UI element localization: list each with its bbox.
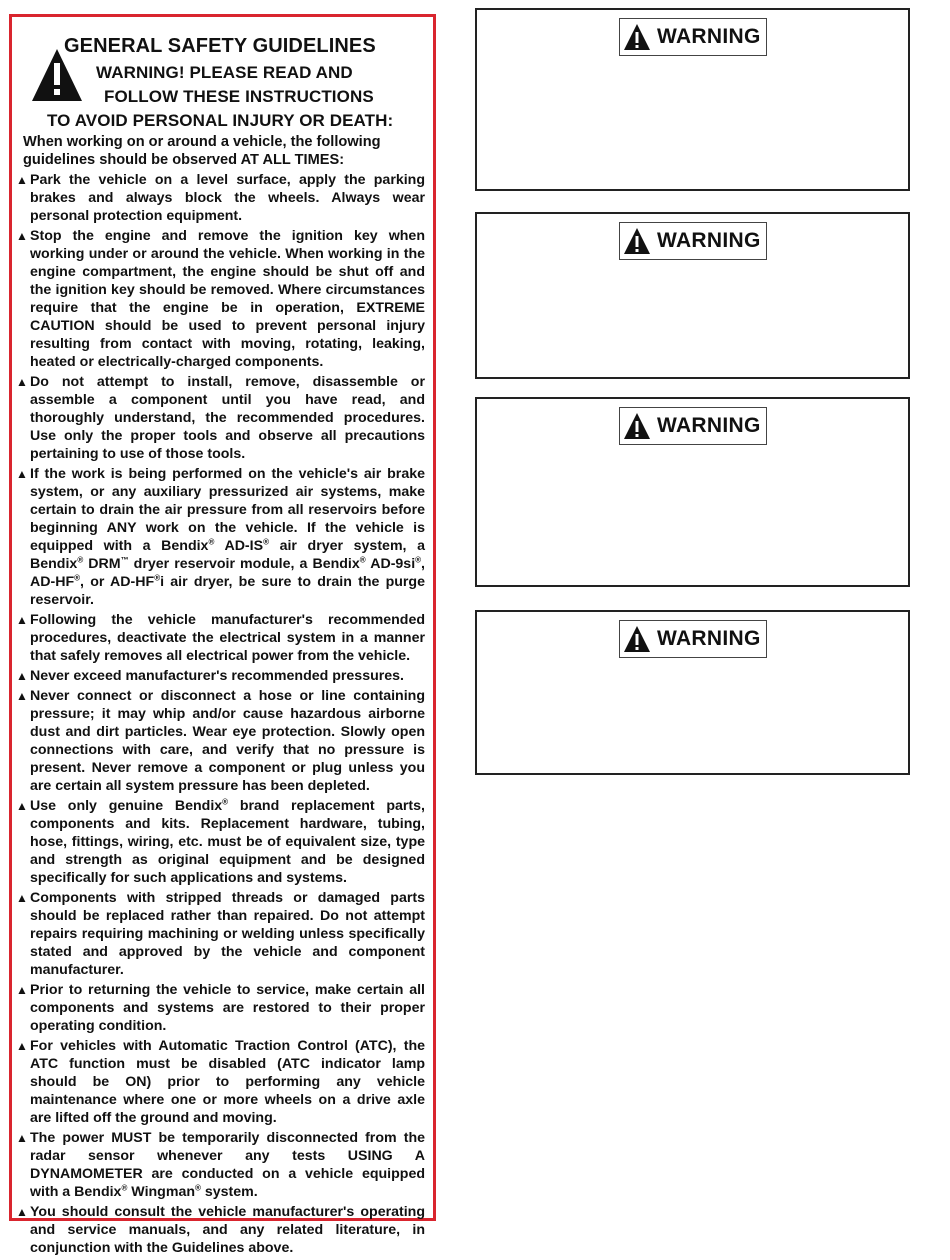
warning-triangle-icon <box>623 227 651 255</box>
guideline-item: ▲ Following the vehicle manufacturer's recommended procedures, deactivate the electrical system in a manner that safely removes all electrical power from the vehicle. <box>16 612 425 664</box>
bullet-triangle-icon: ▲ <box>16 799 28 813</box>
warning-triangle-icon <box>623 23 651 51</box>
bullet-triangle-icon: ▲ <box>16 1205 28 1219</box>
guidelines-subtitle-3: TO AVOID PERSONAL INJURY OR DEATH: <box>47 111 394 130</box>
bullet-triangle-icon: ▲ <box>16 173 28 187</box>
warning-badge <box>619 407 767 445</box>
guideline-item: ▲ Do not attempt to install, remove, disassemble or assemble a component until you have read, and thoroughly understand, the recommended procedures. Use only the proper tools and observe all precautions pertaining to use of those tools. <box>16 374 425 462</box>
guideline-item: ▲ Stop the engine and remove the ignition key when working under or around the vehicle. When working in the engine compartment, the engine should be shut off and the ignition key should be removed. Where circumstances require that the engine be in operation, EXTREME CAUTION should be used to prevent personal injury resulting from contact with moving, rotating, leaking, heated or electrically-charged components. <box>16 228 425 370</box>
bullet-triangle-icon: ▲ <box>16 1039 28 1053</box>
warning-label: WARNING <box>657 25 761 48</box>
warning-label: WARNING <box>657 229 761 252</box>
guideline-item: ▲ Never exceed manufacturer's recommended pressures. <box>16 668 405 684</box>
warning-badge <box>619 222 767 260</box>
bullet-triangle-icon: ▲ <box>16 983 28 997</box>
guidelines-intro: When working on or around a vehicle, the following guidelines should be observed AT ALL TIMES: <box>23 134 381 168</box>
bullet-triangle-icon: ▲ <box>16 669 28 683</box>
guidelines-title: GENERAL SAFETY GUIDELINES <box>64 35 376 57</box>
guideline-item: ▲ The power MUST be temporarily disconnected from the radar sensor whenever any tests USING A DYNAMOMETER are conducted on a vehicle equipped with a Bendix® Wingman® system. <box>16 1130 425 1200</box>
guideline-item: ▲ Prior to returning the vehicle to service, make certain all components and systems are restored to their proper operating condition. <box>16 982 425 1034</box>
guideline-item: ▲ You should consult the vehicle manufacturer's operating and service manuals, and any related literature, in conjunction with the Guidelines above. <box>16 1204 425 1256</box>
warning-label: WARNING <box>657 627 761 650</box>
guidelines-subtitle-2: FOLLOW THESE INSTRUCTIONS <box>104 87 374 106</box>
bullet-triangle-icon: ▲ <box>16 613 28 627</box>
warning-box <box>475 212 910 379</box>
bullet-triangle-icon: ▲ <box>16 1131 28 1145</box>
guideline-item: ▲ Park the vehicle on a level surface, apply the parking brakes and always block the wheels. Always wear personal protection equipment. <box>16 172 425 224</box>
bullet-triangle-icon: ▲ <box>16 891 28 905</box>
warning-label: WARNING <box>657 414 761 437</box>
bullet-triangle-icon: ▲ <box>16 467 28 481</box>
guideline-item: ▲ Never connect or disconnect a hose or line containing pressure; it may whip and/or cause hazardous airborne dust and dirt particles. Wear eye protection. Slowly open connections with care, and verify that no pressure is present. Never remove a component or plug unless you are certain all system pressure has been depleted. <box>16 688 425 794</box>
warning-triangle-icon <box>623 625 651 653</box>
warning-box <box>475 397 910 587</box>
guideline-item: ▲ Use only genuine Bendix® brand replacement parts, components and kits. Replacement hardware, tubing, hose, fittings, wiring, etc. must be of equivalent size, type and strength as original equipment and be designed specifically for such applications and systems. <box>16 797 425 886</box>
warning-badge <box>619 620 767 658</box>
guideline-item: ▲ If the work is being performed on the vehicle's air brake system, or any auxiliary pressurized air systems, make certain to drain the air pressure from all reservoirs before beginning ANY work on the vehicle. If the vehicle is equipped with a Bendix® AD-IS® air dryer system, a Bendix® DRM™ dryer reservoir module, a Bendix® AD-9si®, AD-HF®, or AD-HF®i air dryer, be sure to drain the purge reservoir. <box>16 466 425 608</box>
bullet-triangle-icon: ▲ <box>16 375 28 389</box>
general-safety-guidelines-panel <box>9 14 436 1256</box>
guideline-item: ▲ Components with stripped threads or damaged parts should be replaced rather than repaired. Do not attempt repairs requiring machining or welding unless specifically stated and approved by the vehicle and component manufacturer. <box>16 890 425 978</box>
bullet-triangle-icon: ▲ <box>16 229 28 243</box>
warning-box <box>475 610 910 775</box>
bullet-triangle-icon: ▲ <box>16 689 28 703</box>
guidelines-header <box>16 25 425 133</box>
warning-triangle-icon <box>623 412 651 440</box>
warning-badge <box>619 18 767 56</box>
guidelines-subtitle-1: WARNING! PLEASE READ AND <box>96 63 353 82</box>
warning-box <box>475 8 910 191</box>
guideline-item: ▲ For vehicles with Automatic Traction Control (ATC), the ATC function must be disabled (ATC indicator lamp should be ON) prior to performing any vehicle maintenance where one or more wheels on a drive axle are lifted off the ground and moving. <box>16 1038 425 1126</box>
